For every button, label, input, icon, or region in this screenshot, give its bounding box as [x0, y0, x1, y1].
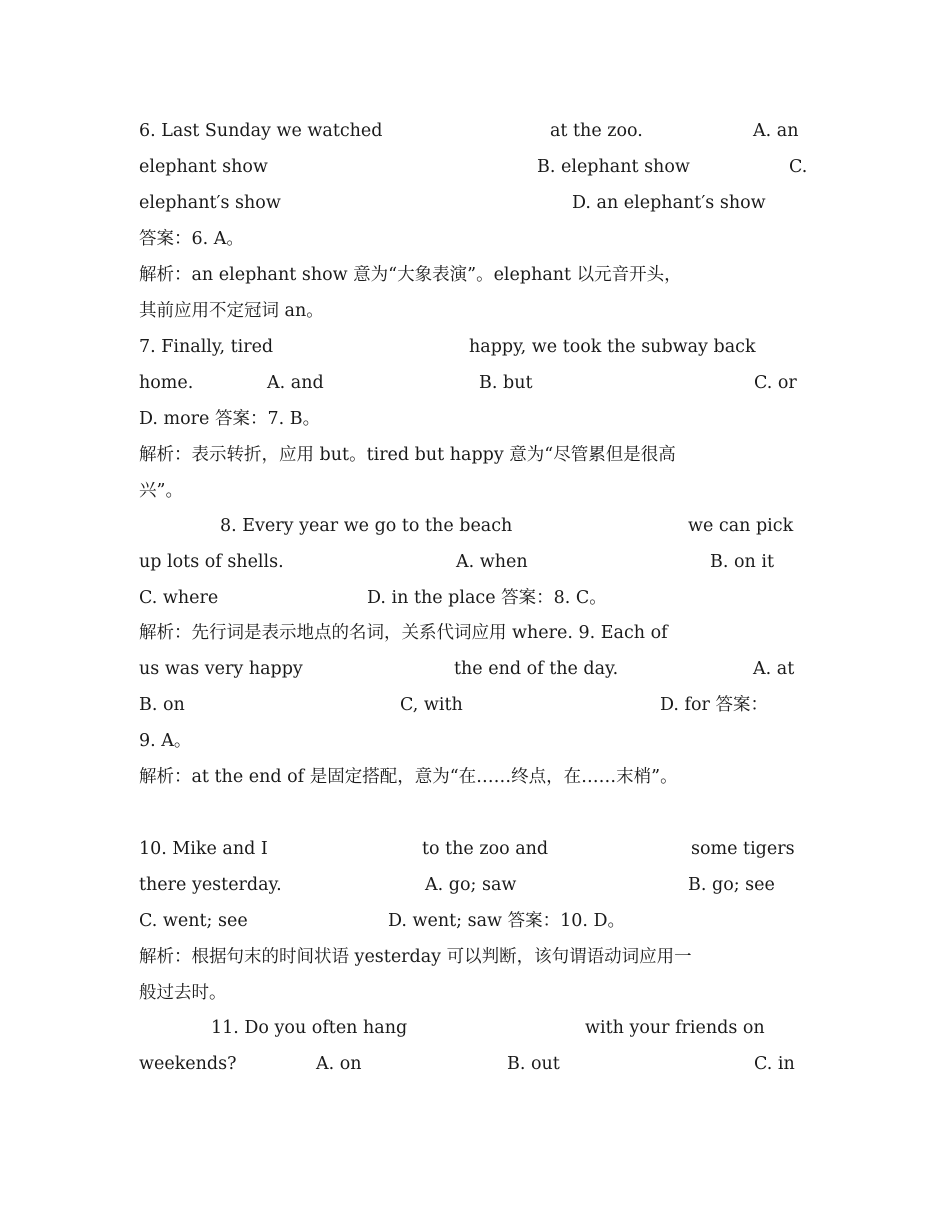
q6-stem-end: at the zoo.	[550, 121, 643, 141]
q7-stem-cont: home.	[139, 373, 194, 393]
question-6-explanation-1: 解析：an elephant show 意为“大象表演”。elephant 以元音开头，	[139, 265, 682, 285]
q9-option-c: C, with	[400, 695, 463, 715]
question-9-line-3	[139, 687, 813, 723]
q10-stem-cont: there yesterday.	[139, 875, 282, 895]
q11-option-a: A. on	[316, 1054, 362, 1074]
q11-option-c: C. in	[754, 1054, 795, 1074]
q11-stem-cont: weekends?	[139, 1054, 237, 1074]
q6-option-a-cont: elephant show	[139, 157, 268, 177]
q6-option-c-cont: elephant′s show	[139, 193, 281, 213]
q8-option-c: C. where	[139, 588, 219, 608]
question-10-explanation-2: 般过去时。	[139, 983, 227, 1003]
q6-option-b: B. elephant show	[537, 157, 690, 177]
q8-stem-end: we can pick	[688, 516, 794, 536]
q6-option-a: A. an	[753, 121, 799, 141]
question-10-explanation-1: 解析：根据句末的时间状语 yesterday 可以判断，该句谓语动词应用一	[139, 947, 692, 967]
question-10-line-2	[139, 867, 813, 903]
q10-option-c: C. went; see	[139, 911, 248, 931]
q10-option-a: A. go; saw	[425, 875, 517, 895]
question-8-line-3	[139, 580, 813, 616]
question-6-line-3	[139, 185, 813, 221]
q8-option-a: A. when	[456, 552, 528, 572]
q9-option-b: B. on	[139, 695, 185, 715]
q6-option-c: C.	[789, 157, 808, 177]
question-6-line-1	[139, 113, 813, 149]
q10-stem-end: some tigers	[691, 839, 795, 859]
question-7-explanation-2: 兴”。	[139, 481, 183, 501]
question-6-answer: 答案：6. A。	[139, 229, 244, 249]
q7-option-c: C. or	[754, 373, 797, 393]
q7-stem-end: happy, we took the subway back	[469, 337, 756, 357]
question-11-line-1	[139, 1010, 813, 1046]
q11-stem: 11. Do you often hang	[211, 1018, 408, 1038]
q10-option-b: B. go; see	[688, 875, 775, 895]
q8-stem-cont: up lots of shells.	[139, 552, 284, 572]
question-6-explanation-2: 其前应用不定冠词 an。	[139, 301, 324, 321]
q10-stem-mid: to the zoo and	[422, 839, 549, 859]
question-8-explanation-q9-stem: 解析：先行词是表示地点的名词，关系代词应用 where. 9. Each of	[139, 623, 668, 643]
q9-stem-end: the end of the day.	[454, 659, 619, 679]
q9-stem: us was very happy	[139, 659, 303, 679]
q11-option-b: B. out	[507, 1054, 560, 1074]
question-7-explanation-1: 解析：表示转折，应用 but。tired but happy 意为“尽管累但是很高	[139, 445, 676, 465]
q6-stem: 6. Last Sunday we watched	[139, 121, 383, 141]
q8-stem: 8. Every year we go to the beach	[220, 516, 513, 536]
q10-stem: 10. Mike and I	[139, 839, 268, 859]
q6-option-d: D. an elephant′s show	[572, 193, 766, 213]
q7-option-b: B. but	[479, 373, 533, 393]
question-10-line-1	[139, 831, 813, 867]
q7-option-a: A. and	[267, 373, 324, 393]
question-6-line-2	[139, 149, 813, 185]
question-7-line-3: D. more 答案：7. B。	[139, 409, 321, 429]
q9-option-d: D. for 答案：	[660, 695, 768, 715]
question-9-line-2	[139, 651, 813, 687]
q10-option-d-answer: D. went; saw 答案：10. D。	[388, 911, 626, 931]
question-9-explanation: 解析：at the end of 是固定搭配，意为“在……终点，在……末梢”。	[139, 767, 678, 787]
question-7-line-1	[139, 329, 813, 365]
q8-option-d-answer: D. in the place 答案：8. C。	[367, 588, 607, 608]
question-8-line-2	[139, 544, 813, 580]
q8-option-b: B. on it	[710, 552, 774, 572]
q9-option-a: A. at	[753, 659, 795, 679]
question-9-answer: 9. A。	[139, 731, 192, 751]
question-11-line-2	[139, 1046, 813, 1082]
question-10-line-3	[139, 903, 813, 939]
q7-stem: 7. Finally, tired	[139, 337, 274, 357]
question-8-line-1	[139, 508, 813, 544]
q11-stem-end: with your friends on	[585, 1018, 765, 1038]
question-7-line-2	[139, 365, 813, 401]
